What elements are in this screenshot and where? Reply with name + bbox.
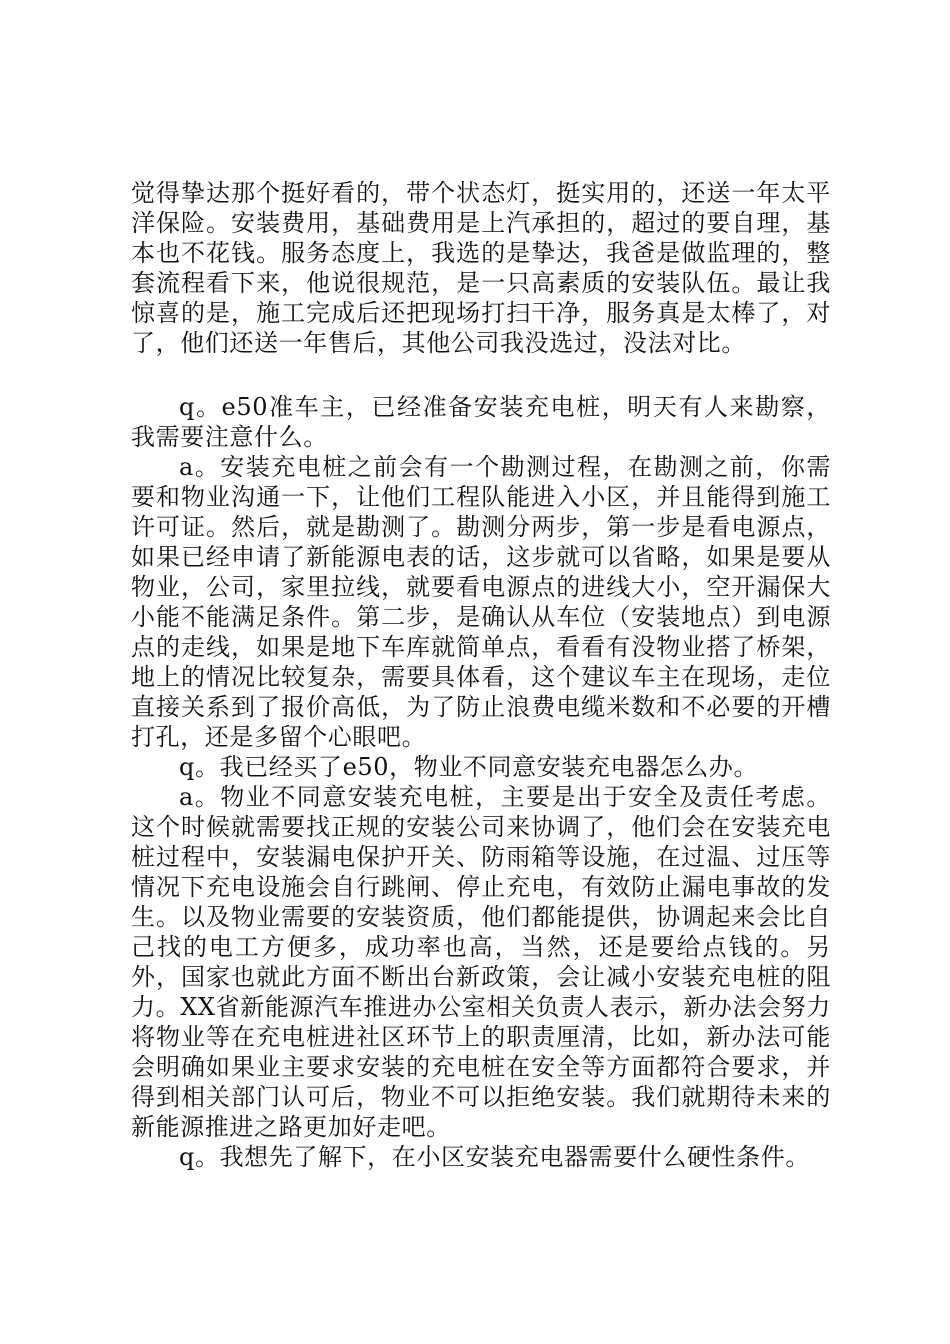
intro-paragraph: 觉得挚达那个挺好看的，带个状态灯，挺实用的，还送一年太平洋保险。安装费用，基础费用是上汽承担的，超过的要自理，基本也不花钱。服务态度上，我选的是挚达，我爸是做监理的，整套流程看下来，他说很规范，是一只高素质的安装队伍。最让我惊喜的是，施工完成后还把现场打扫干净，服务真是太棒了，对了，他们还送一年售后，其他公司我没选过，没法对比。: [131, 179, 831, 357]
intro-text-block: [131, 178, 831, 358]
answer-paragraph: a。物业不同意安装充电桩，主要是出于安全及责任考虑。这个时候就需要找正规的安装公司来协调了，他们会在安装充电桩过程中，安装漏电保护开关、防雨箱等设施，在过温、过压等情况下充电设施会自行跳闸、停止充电，有效防止漏电事故的发生。以及物业需要的安装资质，他们都能提供，协调起来会比自己找的电工方便多，成功率也高，当然，还是要给点钱的。另外，国家也就此方面不断出台新政策，会让减小安装充电桩的阻力。XX省新能源汽车推进办公室相关负责人表示，新办法会努力将物业等在充电桩进社区环节上的职责厘清，比如，新办法可能会明确如果业主要求安装的充电桩在安全等方面都符合要求，并得到相关部门认可后，物业不可以拒绝安装。我们就期待未来的新能源推进之路更加好走吧。: [131, 783, 831, 1141]
qa-text-block: [131, 392, 831, 1172]
question-paragraph: q。我想先了解下，在小区安装充电器需要什么硬性条件。: [179, 1143, 810, 1171]
question-paragraph: q。我已经买了e50，物业不同意安装充电器怎么办。: [179, 753, 759, 781]
question-paragraph: q。e50准车主，已经准备安装充电桩，明天有人来勘察，我需要注意什么。: [131, 393, 831, 451]
answer-paragraph: a。安装充电桩之前会有一个勘测过程，在勘测之前，你需要和物业沟通一下，让他们工程队能进入小区，并且能得到施工许可证。然后，就是勘测了。勘测分两步，第一步是看电源点，如果已经申请了新能源电表的话，这步就可以省略，如果是要从物业，公司，家里拉线，就要看电源点的进线大小，空开漏保大小能不能满足条件。第二步，是确认从车位（安装地点）到电源点的走线，如果是地下车库就简单点，看看有没物业搭了桥架，地上的情况比较复杂，需要具体看，这个建议车主在现场，走位直接关系到了报价高低，为了防止浪费电缆米数和不必要的开槽打孔，还是多留个心眼吧。: [131, 453, 831, 751]
